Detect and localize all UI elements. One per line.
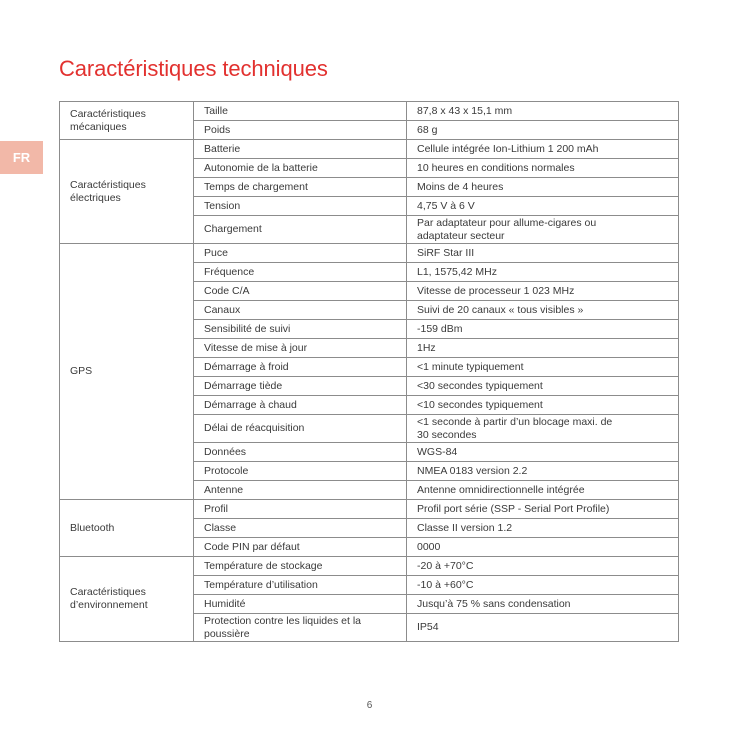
spec-value: Jusqu’à 75 % sans condensation bbox=[407, 595, 679, 614]
spec-value: NMEA 0183 version 2.2 bbox=[407, 462, 679, 481]
spec-label: Humidité bbox=[194, 595, 407, 614]
spec-label: Batterie bbox=[194, 140, 407, 159]
spec-label: Puce bbox=[194, 244, 407, 263]
section-name: Caractéristiques mécaniques bbox=[60, 102, 194, 140]
spec-value: 1Hz bbox=[407, 339, 679, 358]
spec-label: Sensibilité de suivi bbox=[194, 320, 407, 339]
spec-label: Données bbox=[194, 443, 407, 462]
page-number: 6 bbox=[366, 700, 373, 711]
spec-label: Canaux bbox=[194, 301, 407, 320]
spec-value: <30 secondes typiquement bbox=[407, 377, 679, 396]
spec-value: WGS-84 bbox=[407, 443, 679, 462]
spec-value: Antenne omnidirectionnelle intégrée bbox=[407, 481, 679, 500]
spec-label: Code PIN par défaut bbox=[194, 538, 407, 557]
spec-label: Démarrage tiède bbox=[194, 377, 407, 396]
spec-value: 10 heures en conditions normales bbox=[407, 159, 679, 178]
spec-value: <10 secondes typiquement bbox=[407, 396, 679, 415]
spec-value: Moins de 4 heures bbox=[407, 178, 679, 197]
spec-value: Par adaptateur pour allume-cigares ou adaptateur secteur bbox=[407, 216, 679, 244]
spec-label: Antenne bbox=[194, 481, 407, 500]
spec-value: 4,75 V à 6 V bbox=[407, 197, 679, 216]
spec-value: -159 dBm bbox=[407, 320, 679, 339]
spec-label: Protection contre les liquides et la poussière bbox=[194, 614, 407, 642]
spec-value: -10 à +60°C bbox=[407, 576, 679, 595]
section-name: GPS bbox=[60, 244, 194, 500]
table-row bbox=[60, 500, 679, 519]
table-row bbox=[60, 140, 679, 159]
spec-label: Profil bbox=[194, 500, 407, 519]
spec-label: Fréquence bbox=[194, 263, 407, 282]
spec-value: 87,8 x 43 x 15,1 mm bbox=[407, 102, 679, 121]
spec-value: -20 à +70°C bbox=[407, 557, 679, 576]
spec-label: Température de stockage bbox=[194, 557, 407, 576]
spec-label: Code C/A bbox=[194, 282, 407, 301]
spec-value: IP54 bbox=[407, 614, 679, 642]
spec-value: <1 minute typiquement bbox=[407, 358, 679, 377]
table-row bbox=[60, 244, 679, 263]
spec-label: Vitesse de mise à jour bbox=[194, 339, 407, 358]
spec-label: Poids bbox=[194, 121, 407, 140]
table-row bbox=[60, 557, 679, 576]
spec-label: Démarrage à chaud bbox=[194, 396, 407, 415]
page-title: Caractéristiques techniques bbox=[59, 56, 328, 81]
spec-value: L1, 1575,42 MHz bbox=[407, 263, 679, 282]
spec-label: Délai de réacquisition bbox=[194, 415, 407, 443]
spec-value: SiRF Star III bbox=[407, 244, 679, 263]
section-name: Caractéristiques électriques bbox=[60, 140, 194, 244]
spec-label: Température d’utilisation bbox=[194, 576, 407, 595]
spec-label: Tension bbox=[194, 197, 407, 216]
section-name: Caractéristiques d’environnement bbox=[60, 557, 194, 642]
table-row bbox=[60, 102, 679, 121]
spec-value: Profil port série (SSP - Serial Port Profile) bbox=[407, 500, 679, 519]
spec-value: 0000 bbox=[407, 538, 679, 557]
spec-value: Classe II version 1.2 bbox=[407, 519, 679, 538]
spec-value: 68 g bbox=[407, 121, 679, 140]
spec-value: Cellule intégrée Ion-Lithium 1 200 mAh bbox=[407, 140, 679, 159]
spec-value: Vitesse de processeur 1 023 MHz bbox=[407, 282, 679, 301]
spec-value: Suivi de 20 canaux « tous visibles » bbox=[407, 301, 679, 320]
spec-label: Chargement bbox=[194, 216, 407, 244]
spec-label: Classe bbox=[194, 519, 407, 538]
spec-label: Protocole bbox=[194, 462, 407, 481]
spec-table bbox=[59, 101, 679, 642]
spec-value: <1 seconde à partir d’un blocage maxi. de 30 secondes bbox=[407, 415, 679, 443]
language-tab: FR bbox=[0, 141, 43, 174]
section-name: Bluetooth bbox=[60, 500, 194, 557]
spec-label: Autonomie de la batterie bbox=[194, 159, 407, 178]
spec-label: Démarrage à froid bbox=[194, 358, 407, 377]
spec-label: Taille bbox=[194, 102, 407, 121]
spec-label: Temps de chargement bbox=[194, 178, 407, 197]
